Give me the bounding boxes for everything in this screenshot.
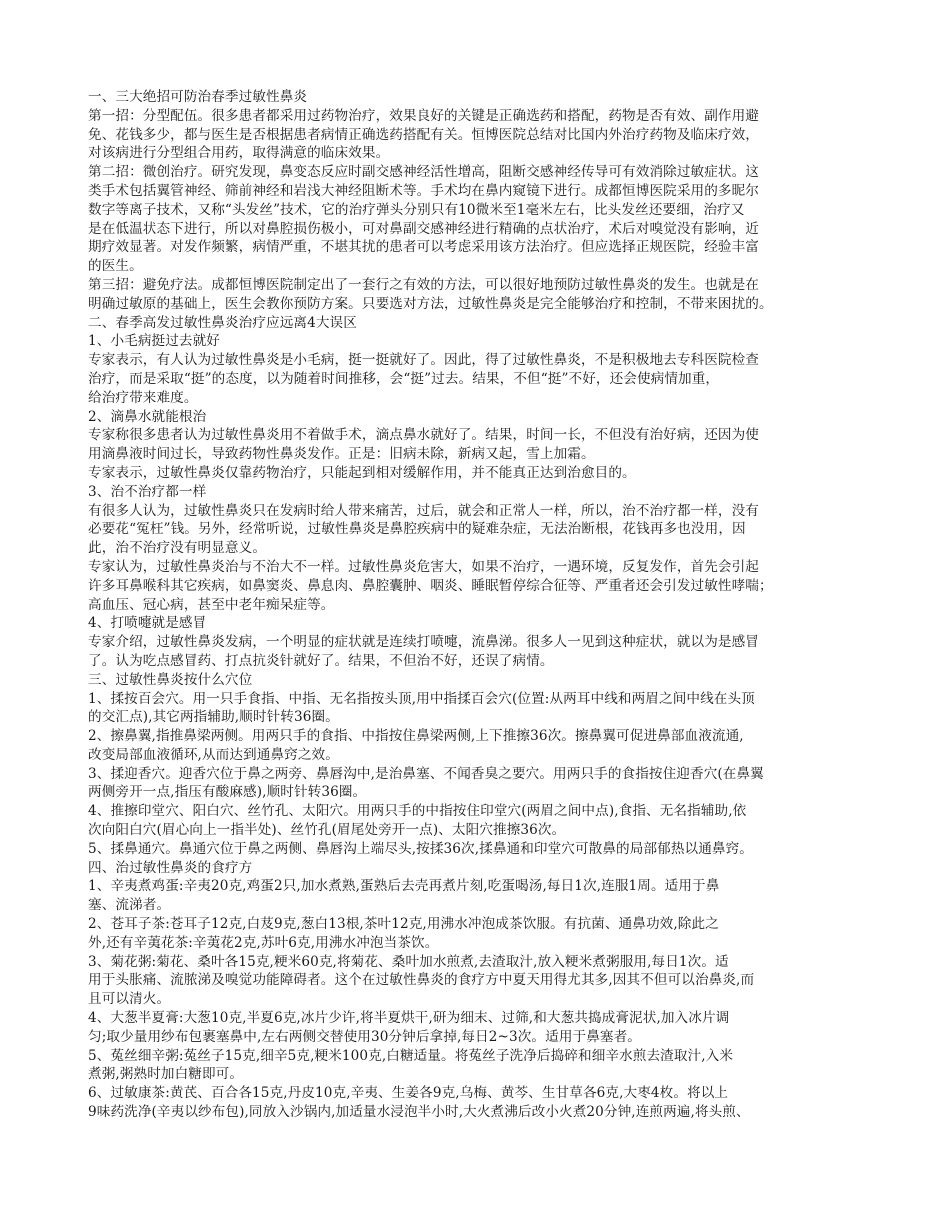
text-line: 专家介绍，过敏性鼻炎发病，一个明显的症状就是连续打喷嚏，流鼻涕。很多人一见到这种症状，就以为是感冒 [88, 634, 759, 651]
text-line: 次向阳白穴(眉心向上一指半处)、丝竹孔(眉尾处旁开一点)、太阳穴推擦36次。 [88, 822, 566, 839]
paragraph [88, 1084, 862, 1122]
paragraph [88, 953, 862, 1009]
text-line: 免、花钱多少，都与医生是否根据患者病情正确选药搭配有关。恒博医院总结对比国内外治疗药物及临床疗效， [88, 126, 759, 143]
subsection-heading [88, 483, 862, 502]
text-line: 给治疗带来难度。 [88, 389, 198, 406]
text-line: 此，治不治疗没有明显意义。 [88, 540, 267, 557]
text-line: 第二招：微创治疗。研究发现，鼻变态反应时副交感神经活性增高，阻断交感神经传导可有效消除过敏症状。这 [88, 164, 759, 181]
text-line: 专家表示，过敏性鼻炎仅靠药物治疗，只能起到相对缓解作用，并不能真正达到治愈目的。 [88, 464, 636, 481]
text-line: 3、治不治疗都一样 [88, 483, 207, 500]
text-line: 1、揉按百会穴。用一只手食指、中指、无名指按头顶,用中指揉百会穴(位置:从两耳中线和两眉之间中线在头顶 [88, 690, 755, 707]
paragraph [88, 464, 862, 483]
text-line: 有很多人认为，过敏性鼻炎只在发病时给人带来痛苦，过后，就会和正常人一样，所以，治不治疗都一样，没有 [88, 502, 759, 519]
text-line: 且可以清火。 [88, 991, 171, 1008]
text-line: 必要花“冤枉”钱。另外，经常听说，过敏性鼻炎是鼻腔疾病中的疑难杂症，无法治断根，花钱再多也没用，因 [88, 521, 746, 538]
text-line: 6、过敏康茶:黄芪、百合各15克,丹皮10克,辛夷、生姜各9克,乌梅、黄芩、生甘草各6克,大枣4枚。将以上 [88, 1085, 729, 1102]
text-line: 煮粥,粥熟时加白糖即可。 [88, 1066, 244, 1083]
paragraph [88, 690, 862, 728]
paragraph [88, 1047, 862, 1085]
subsection-heading [88, 614, 862, 633]
text-line: 专家认为，过敏性鼻炎治与不治大不一样。过敏性鼻炎危害大，如果不治疗，一遇环境，反复发作，首先会引起 [88, 558, 759, 575]
text-line: 一、三大绝招可防治春季过敏性鼻炎 [88, 89, 308, 105]
section-heading [88, 314, 862, 333]
section-heading [88, 671, 862, 690]
text-line: 两侧旁开一点,指压有酸麻感),顺时针转36圈。 [88, 784, 367, 801]
subsection-heading [88, 408, 862, 427]
text-line: 1、辛夷煮鸡蛋:辛夷20克,鸡蛋2只,加水煮熟,蛋熟后去壳再煮片刻,吃蛋喝汤,每日1次,连服1周。适用于鼻 [88, 878, 720, 895]
text-line: 类手术包括翼管神经、筛前神经和岩浅大神经阻断术等。手术均在鼻内窥镜下进行。成都恒博医院采用的多昵尔 [88, 182, 759, 199]
document-body [88, 88, 862, 1122]
text-line: 专家称很多患者认为过敏性鼻炎用不着做手术，滴点鼻水就好了。结果，时间一长，不但没有治好病，还因为使 [88, 427, 759, 444]
text-line: 改变局部血液循环,从而达到通鼻窍之效。 [88, 746, 339, 763]
paragraph [88, 1009, 862, 1047]
text-line: 4、推擦印堂穴、阳白穴、丝竹孔、太阳穴。用两只手的中指按住印堂穴(两眉之间中点),食指、无名指辅助,依 [88, 803, 747, 820]
text-line: 用于头胀痛、流脓涕及嗅觉功能障碍者。这个在过敏性鼻炎的食疗方中夏天用得尤其多,因其不但可以治鼻炎,而 [88, 972, 755, 989]
text-line: 二、春季高发过敏性鼻炎治疗应远离4大误区 [88, 314, 357, 331]
text-line: 了。认为吃点感冒药、打点抗炎针就好了。结果，不但治不好，还误了病情。 [88, 652, 554, 669]
text-line: 第一招：分型配伍。很多患者都采用过药物治疗，效果良好的关键是正确选药和搭配，药物是否有效、副作用避 [88, 107, 759, 124]
text-line: 四、治过敏性鼻炎的食疗方 [88, 859, 253, 876]
paragraph [88, 727, 862, 765]
text-line: 对该病进行分型组合用药，取得满意的临床效果。 [88, 145, 390, 162]
paragraph [88, 426, 862, 464]
text-line: 外,还有辛荑花茶:辛荑花2克,苏叶6克,用沸水冲泡当茶饮。 [88, 934, 439, 951]
text-line: 是在低温状态下进行，所以对鼻腔损伤极小，可对鼻副交感神经进行精确的点状治疗，术后对嗅觉没有影响，近 [88, 220, 759, 237]
section-heading [88, 859, 862, 878]
section-heading [88, 88, 862, 107]
text-line: 明确过敏原的基础上，医生会教你预防方案。只要选对方法，过敏性鼻炎是完全能够治疗和控制，不带来困扰的。 [88, 295, 773, 312]
paragraph [88, 163, 862, 276]
paragraph [88, 840, 862, 859]
text-line: 第三招：避免疗法。成都恒博医院制定出了一套行之有效的方法，可以很好地预防过敏性鼻炎的发生。也就是在 [88, 276, 759, 293]
paragraph [88, 558, 862, 614]
text-line: 许多耳鼻喉科其它疾病，如鼻窦炎、鼻息肉、鼻腔囊肿、咽炎、睡眠暂停综合征等、严重者还会引发过敏性哮喘； [88, 577, 773, 594]
text-line: 匀;取少量用纱布包裹塞鼻中,左右两侧交替使用30分钟后拿掉,每日2~3次。适用于鼻塞者。 [88, 1028, 641, 1045]
paragraph [88, 915, 862, 953]
paragraph [88, 765, 862, 803]
text-line: 2、苍耳子茶:苍耳子12克,白芨9克,葱白13根,茶叶12克,用沸水冲泡成茶饮服。有抗菌、通鼻功效,除此之 [88, 916, 719, 933]
paragraph [88, 107, 862, 163]
paragraph [88, 802, 862, 840]
text-line: 的交汇点),其它两指辅助,顺时针转36圈。 [88, 709, 339, 726]
text-line: 的医生。 [88, 258, 143, 275]
paragraph [88, 502, 862, 558]
text-line: 用滴鼻液时间过长，导致药物性鼻炎发作。正是：旧病未除，新病又起，雪上加霜。 [88, 446, 595, 463]
text-line: 高血压、冠心病，甚至中老年痴呆症等。 [88, 596, 335, 613]
text-line: 9味药洗净(辛夷以纱布包),同放入沙锅内,加适量水浸泡半小时,大火煮沸后改小火煮20分钟,连煎两遍,将头煎、 [88, 1104, 750, 1121]
text-line: 4、大葱半夏膏:大葱10克,半夏6克,冰片少许,将半夏烘干,研为细末、过筛,和大葱共捣成膏泥状,加入冰片调 [88, 1010, 730, 1027]
paragraph [88, 276, 862, 314]
text-line: 5、菟丝细辛粥:菟丝子15克,细辛5克,粳米100克,白糖适量。将菟丝子洗净后捣碎和细辛水煎去渣取汁,入米 [88, 1047, 734, 1064]
paragraph [88, 633, 862, 671]
text-line: 2、擦鼻翼,指推鼻梁两侧。用两只手的食指、中指按住鼻梁两侧,上下推擦36次。擦鼻翼可促进鼻部血液流通, [88, 728, 744, 745]
text-line: 期疗效显著。对发作频繁，病情严重，不堪其扰的患者可以考虑采用该方法治疗。但应选择正规医院，经验丰富 [88, 239, 759, 256]
text-line: 专家表示，有人认为过敏性鼻炎是小毛病，挺一挺就好了。因此，得了过敏性鼻炎，不是积极地去专科医院检查 [88, 352, 759, 369]
text-line: 数字等离子技术，又称“头发丝”技术，它的治疗弹头分别只有10微米至1毫米左右，比头发丝还要细，治疗又 [88, 201, 745, 218]
text-line: 5、揉鼻通穴。鼻通穴位于鼻之两侧、鼻唇沟上端尽头,按揉36次,揉鼻通和印堂穴可散鼻的局部郁热以通鼻窍。 [88, 840, 753, 857]
text-line: 塞、流涕者。 [88, 897, 171, 914]
text-line: 1、小毛病挺过去就好 [88, 333, 220, 350]
text-line: 3、揉迎香穴。迎香穴位于鼻之两旁、鼻唇沟中,是治鼻塞、不闻香臭之要穴。用两只手的食指按住迎香穴(在鼻翼 [88, 765, 764, 782]
paragraph [88, 351, 862, 407]
text-line: 治疗，而是采取“挺”的态度，以为随着时间推移，会“挺”过去。结果，不但“挺”不好，还会使病情加重， [88, 370, 720, 387]
text-line: 3、菊花粥:菊花、桑叶各15克,粳米60克,将菊花、桑叶加水煎煮,去渣取汁,放入粳米煮粥服用,每日1次。适 [88, 953, 729, 970]
text-line: 4、打喷嚏就是感冒 [88, 615, 207, 632]
subsection-heading [88, 332, 862, 351]
text-line: 2、滴鼻水就能根治 [88, 408, 207, 425]
paragraph [88, 877, 862, 915]
text-line: 三、过敏性鼻炎按什么穴位 [88, 671, 253, 688]
